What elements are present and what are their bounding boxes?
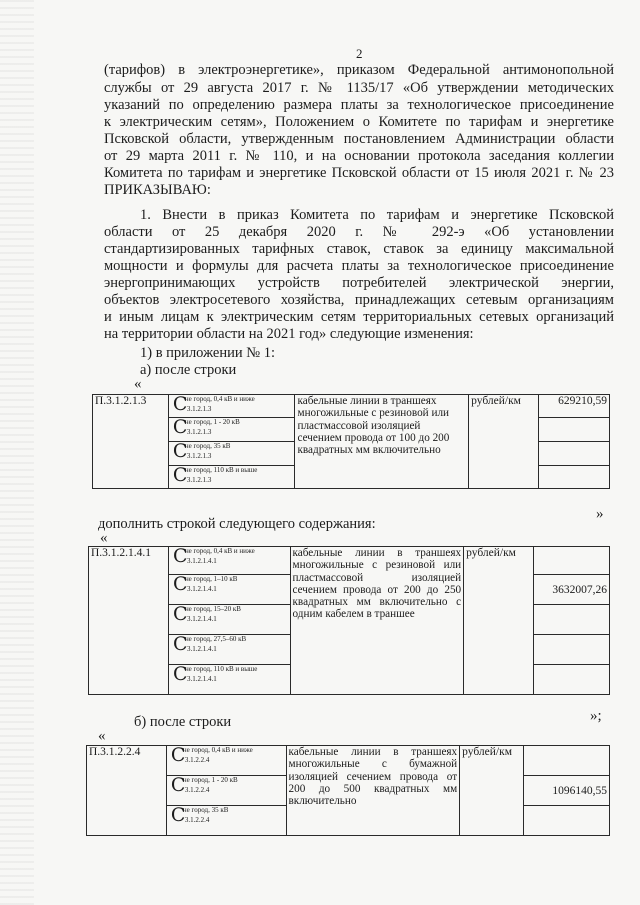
c-rate-label: не город, 0,4 кВ и ниже <box>184 547 255 555</box>
item-1a: а) после строки <box>140 362 237 378</box>
tariff-table-2: П.3.1.2.1.4.1 C не город, 0,4 кВ и ниже 3.1.2.1.4.1 кабельные линии в траншеях многожильные с резиновой или пластмассовой изоляцией сечением провода от 200 до 250 квадратных мм включительно с одним кабелем в траншее рублей/км C не город, 1–10 кВ 3.1.2.1.4.1 3632007,26 C не город, 15–20 кВ 3.1.2.1.4.1 C не город, 27,5–60 кВ 3.1.2.1.4.1 C не город, 110 кВ и выше 3.1.2.1.4.1 <box>88 546 610 695</box>
tariff-table-3: П.3.1.2.2.4 C не город, 0,4 кВ и ниже 3.1.2.2.4 кабельные линии в траншеях многожильные с бумажной изоляцией сечением провода от 200 до 500 квадратных мм включительно рублей/км C не город, 1 - 20 кВ 3.1.2.2.4 1096140,55 C не город, 35 кВ 3.1.2.2.4 <box>86 745 610 836</box>
add-row-text: дополнить строкой следующего содержания: <box>98 516 376 532</box>
c-rate-sub: 3.1.2.1.3 <box>186 476 212 484</box>
row-unit: рублей/км <box>464 547 534 695</box>
c-rate-label: не город, 1 - 20 кВ <box>184 418 240 426</box>
text-line: указаний по определению размера платы за технологическое присоединение <box>104 97 614 113</box>
row-code: П.3.1.2.1.3 <box>93 395 169 489</box>
page-number: 2 <box>356 46 363 61</box>
text-line: мощности и формулы для расчета платы за технологическое присоединение <box>104 258 614 274</box>
c-rate-label: не город, 35 кВ <box>184 442 231 450</box>
c-rate-sub: 3.1.2.1.4.1 <box>186 615 217 623</box>
open-quote: « <box>98 728 106 744</box>
row-unit: рублей/км <box>460 746 524 836</box>
c-rate-label: не город, 27,5–60 кВ <box>184 635 247 643</box>
close-quote: » <box>596 506 604 522</box>
text-line: 1. Внести в приказ Комитета по тарифам и энергетике Псковской <box>140 207 614 223</box>
open-quote: « <box>100 530 108 546</box>
c-rate-label: не город, 1–10 кВ <box>184 575 238 583</box>
text-line: на территории области на 2021 год» следующие изменения: <box>104 326 474 342</box>
row-value: 629210,59 <box>539 395 610 418</box>
text-line: области от 25 декабря 2020 г. № 292-э «Об установлении <box>104 224 614 240</box>
c-rate-label: не город, 0,4 кВ и ниже <box>184 395 255 403</box>
c-rate-sub: 3.1.2.2.4 <box>184 786 210 794</box>
text-line: от 29 марта 2011 г. № 110, и на основании протокола заседания коллегии <box>104 148 614 164</box>
c-rate-label: не город, 1 - 20 кВ <box>182 776 238 784</box>
text-line: объектов электросетевого хозяйства, принадлежащих сетевым организациям <box>104 292 614 308</box>
scan-edge-artifact <box>0 0 34 905</box>
c-rate-sub: 3.1.2.1.4.1 <box>186 585 217 593</box>
c-rate-sub: 3.1.2.1.4.1 <box>186 557 217 565</box>
text-line: службы от 29 августа 2017 г. № 1135/17 «Об утверждении методических <box>104 80 614 96</box>
text-line: и иным лицам к электрическим сетям территориальных сетевых организаций <box>104 309 614 325</box>
text-line: (тарифов) в электроэнергетике», приказом Федеральной антимонопольной <box>104 62 614 78</box>
c-rate-sub: 3.1.2.2.4 <box>184 756 210 764</box>
c-rate-label: не город, 110 кВ и выше <box>184 466 258 474</box>
c-rate-sub: 3.1.2.1.3 <box>186 405 212 413</box>
c-rate-sub: 3.1.2.1.4.1 <box>186 645 217 653</box>
row-description: кабельные линии в траншеях многожильные с резиновой или пластмассовой изоляцией сечением провода от 200 до 250 квадратных мм включительно с одним кабелем в траншее <box>290 547 464 695</box>
item-1: 1) в приложении № 1: <box>140 345 275 361</box>
row-code: П.3.1.2.1.4.1 <box>89 547 169 695</box>
text-line: стандартизированных тарифных ставок, ставок за единицу максимальной <box>104 241 614 257</box>
c-rate-label: не город, 110 кВ и выше <box>184 665 258 673</box>
row-unit: рублей/км <box>469 395 539 489</box>
row-description: кабельные линии в траншеях многожильные с резиновой или пластмассовой изоляцией сечением провода от 100 до 200 квадратных мм включительно <box>295 395 469 489</box>
c-rate-label: не город, 15–20 кВ <box>184 605 241 613</box>
c-rate-sub: 3.1.2.1.3 <box>186 452 212 460</box>
c-rate-sub: 3.1.2.1.4.1 <box>186 675 217 683</box>
order-word: ПРИКАЗЫВАЮ: <box>104 182 211 198</box>
open-quote: « <box>134 376 142 392</box>
close-quote-semicolon: »; <box>590 708 602 724</box>
c-rate-sub: 3.1.2.2.4 <box>184 816 210 824</box>
row-value: 1096140,55 <box>524 776 610 806</box>
row-description: кабельные линии в траншеях многожильные с бумажной изоляцией сечением провода от 200 до 500 квадратных мм включительно <box>286 746 460 836</box>
tariff-table-1: П.3.1.2.1.3 C не город, 0,4 кВ и ниже 3.1.2.1.3 кабельные линии в траншеях многожильные с резиновой или пластмассовой изоляцией сечением провода от 100 до 200 квадратных мм включительно рублей/км 629210,59 C не город, 1 - 20 кВ 3.1.2.1.3 C не город, 35 кВ 3.1.2.1.3 C не город, 110 кВ и выше 3.1.2.1.3 <box>92 394 610 489</box>
text-line: к электрическим сетям», Положением о Комитете по тарифам и энергетике <box>104 114 614 130</box>
text-line: энергопринимающих устройств потребителей электрической энергии, <box>104 275 614 291</box>
text-line: Псковской области, утвержденным постановлением Администрации области <box>104 131 614 147</box>
item-1b: б) после строки <box>134 714 232 730</box>
c-rate-label: не город, 0,4 кВ и ниже <box>182 746 253 754</box>
row-code: П.3.1.2.2.4 <box>87 746 167 836</box>
c-rate-label: не город, 35 кВ <box>182 806 229 814</box>
text-line: Комитета по тарифам и энергетике Псковской области от 15 июля 2021 г. № 23 <box>104 165 614 181</box>
c-rate-sub: 3.1.2.1.3 <box>186 428 212 436</box>
row-value: 3632007,26 <box>534 575 610 605</box>
